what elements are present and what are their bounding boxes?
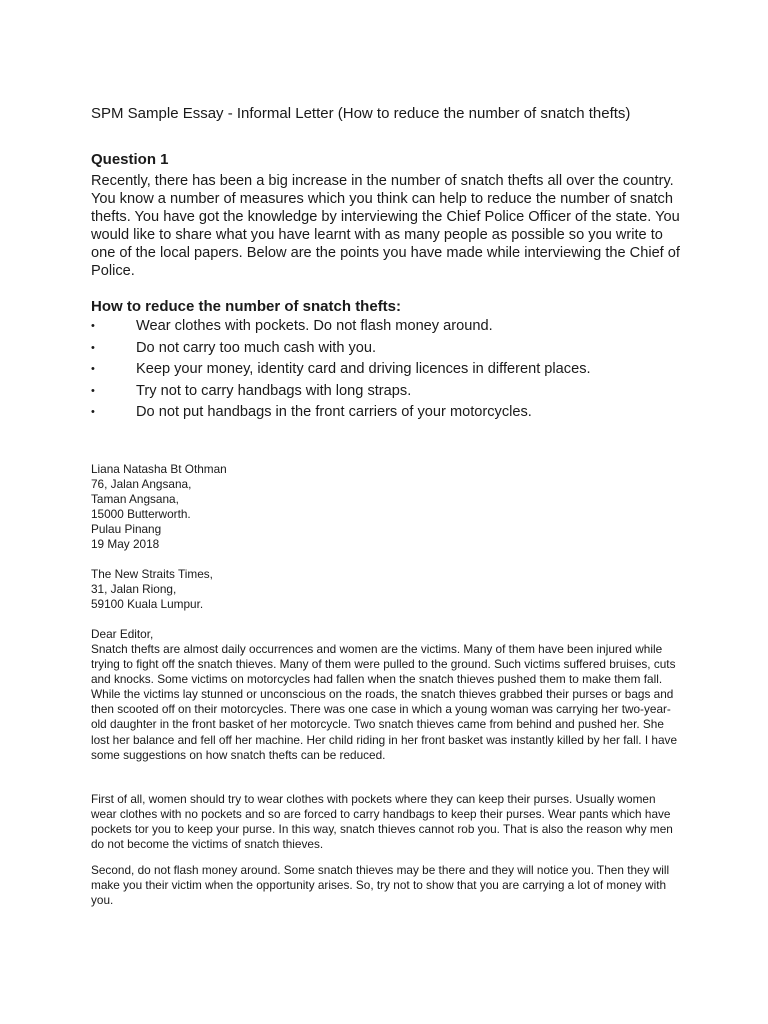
recipient-address <box>91 567 213 612</box>
bullet-icon: • <box>91 320 95 332</box>
point-text: Try not to carry handbags with long straps. <box>136 382 412 399</box>
salutation: Dear Editor, <box>91 627 154 641</box>
question-heading: Question 1 <box>91 151 169 168</box>
sender-name: Liana Natasha Bt Othman <box>91 462 227 476</box>
point-text: Do not carry too much cash with you. <box>136 339 377 356</box>
question-body: Recently, there has been a big increase in the number of snatch thefts all over the country. You know a number of measures which you think can help to reduce the number of snatch thefts. You have got the knowledge by interviewing the Chief Police Officer of the state. You would like to share what you have learnt with as many people as possible so you write to one of the local papers. Below are the points you have made while interviewing the Chief of Police. <box>91 173 680 279</box>
bullet-icon: • <box>91 384 95 397</box>
recipient-address-line: 59100 Kuala Lumpur. <box>91 597 204 612</box>
letter-paragraph: Second, do not flash money around. Some snatch thieves may be there and they will notice you. Then they will make you their victim when the opportunity arises. So, try not to show that you are carrying a lot of money with you. <box>91 863 670 908</box>
sender-address <box>91 462 227 553</box>
letter-date: 19 May 2018 <box>91 537 160 552</box>
sender-address-line: Pulau Pinang <box>91 522 162 537</box>
points-heading: How to reduce the number of snatch thefts: <box>91 298 402 315</box>
bullet-icon: • <box>91 341 95 354</box>
sender-address-line: 15000 Butterworth. <box>91 507 191 522</box>
document-title: SPM Sample Essay - Informal Letter (How to reduce the number of snatch thefts) <box>91 105 631 122</box>
point-text: Do not put handbags in the front carriers of your motorcycles. <box>136 404 532 421</box>
letter-paragraph: Snatch thefts are almost daily occurrences and women are the victims. Many of them have been injured while trying to fight off the snatch thieves. Many of them were pulled to the ground. Such victims suffered bruises, cuts and knocks. Some victims on motorcycles had fallen when the snatch thieves pushed them to make them fall. While the victims lay stunned or unconscious on the roads, the snatch thieves grabbed their purses or bags and then scooted off on their motorcycles. There was one case in which a young woman was carrying her two-year-old daughter in the front basket of her motorcycle. Two snatch thieves came from behind and pushed her. She lost her balance and fell off her machine. Her child riding in her front basket was instantly killed by her fall. I have some suggestions on how snatch thefts can be reduced. <box>91 642 678 762</box>
recipient-name: The New Straits Times, <box>91 567 213 581</box>
sender-address-line: 76, Jalan Angsana, <box>91 477 192 492</box>
bullet-icon: • <box>91 406 95 419</box>
point-text: Keep your money, identity card and driving licences in different places. <box>136 361 591 378</box>
point-text: Wear clothes with pockets. Do not flash money around. <box>136 318 493 334</box>
sender-address-line: Taman Angsana, <box>91 492 179 507</box>
letter-paragraph: First of all, women should try to wear clothes with pockets where they can keep their purses. Usually women wear clothes with no pockets and so are forced to carry handbags to keep their purses. Wear pants which have pockets tor you to keep your purse. In this way, snatch thieves cannot rob you. That is also the reason why men do not become the victims of snatch thieves. <box>91 792 673 852</box>
bullet-icon: • <box>91 363 95 376</box>
recipient-address-line: 31, Jalan Riong, <box>91 582 177 597</box>
